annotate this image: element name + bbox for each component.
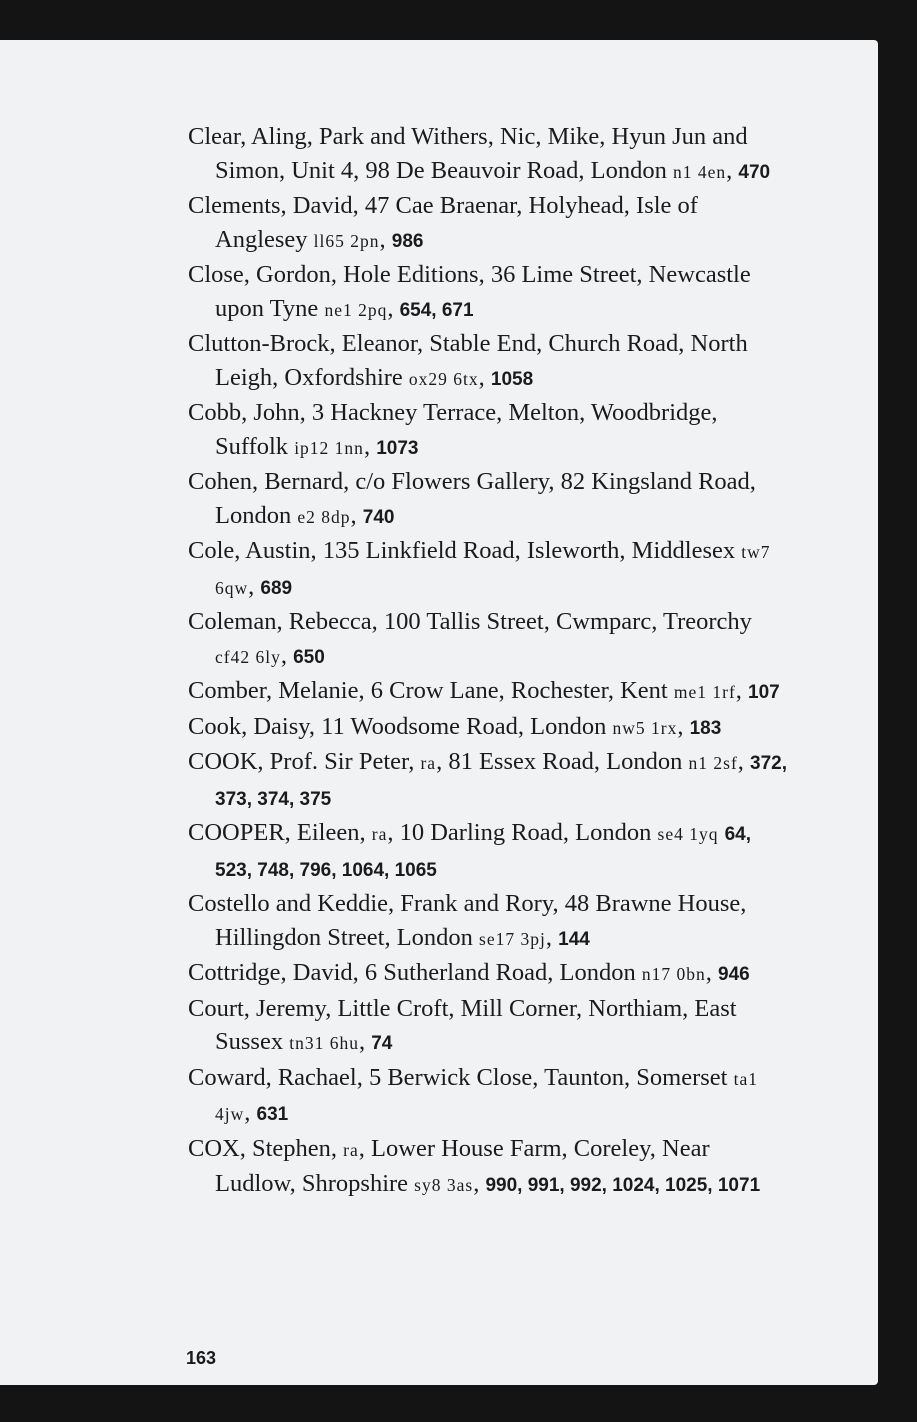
postcode: ip12 1nn	[294, 437, 364, 458]
postcode: ox29 6tx	[408, 368, 479, 389]
index-entry: COOPER, Eileen, ra, 10 Darling Road, London se4 1yq 64, 523, 748, 796, 1064, 1065	[188, 819, 752, 881]
page-refs: 372, 373, 374, 375	[215, 753, 788, 810]
page-refs: 689	[260, 577, 293, 599]
page-refs: 740	[362, 506, 395, 528]
page-number: 163	[186, 1348, 217, 1368]
page-refs: 64, 523, 748, 796, 1064, 1065	[215, 824, 752, 881]
postcode: se4 1yq	[657, 824, 719, 844]
postcode: e2 8dp	[297, 506, 351, 527]
index-entries	[188, 120, 788, 1203]
page-refs: 990, 991, 992, 1024, 1025, 1071	[485, 1175, 761, 1196]
index-entry: Coleman, Rebecca, 100 Tallis Street, Cwmparc, Treorchy cf42 6ly, 650	[188, 608, 752, 669]
page-refs: 74	[371, 1033, 393, 1054]
page-refs: 107	[748, 682, 780, 703]
page-refs: 183	[689, 717, 722, 739]
page-refs: 654, 671	[399, 299, 474, 321]
postcode: sy8 3as	[414, 1175, 474, 1195]
postcode: ne1 2pq	[324, 299, 388, 320]
index-entry: Cottridge, David, 6 Sutherland Road, London n17 0bn, 946	[188, 959, 750, 986]
honorific: ra	[371, 824, 388, 844]
index-entry: Costello and Keddie, Frank and Rory, 48 Brawne House, Hillingdon Street, London se17 3pj, 144	[188, 890, 747, 951]
index-entry: Clutton-Brock, Eleanor, Stable End, Church Road, North Leigh, Oxfordshire ox29 6tx, 1058	[188, 330, 748, 391]
honorific: ra	[343, 1139, 359, 1160]
postcode: cf42 6ly	[215, 646, 281, 667]
postcode: n1 4en	[672, 161, 727, 182]
index-entry: COOK, Prof. Sir Peter, ra, 81 Essex Road, London n1 2sf, 372, 373, 374, 375	[188, 748, 788, 810]
postcode: me1 1rf	[673, 682, 736, 702]
page-refs: 650	[293, 646, 325, 668]
index-entry: Cook, Daisy, 11 Woodsome Road, London nw5 1rx, 183	[188, 712, 722, 740]
index-entry: Comber, Melanie, 6 Crow Lane, Rochester, Kent me1 1rf, 107	[188, 677, 780, 704]
postcode: ta1 4jw	[215, 1068, 758, 1124]
honorific: ra	[420, 753, 437, 773]
page-refs: 986	[391, 230, 424, 252]
postcode: tn31 6hu	[289, 1033, 359, 1053]
postcode: n1 2sf	[688, 753, 738, 773]
page-refs: 470	[738, 161, 771, 183]
postcode: ll65 2pn	[313, 230, 380, 251]
index-entry: Clements, David, 47 Cae Braenar, Holyhead, Isle of Anglesey ll65 2pn, 986	[188, 192, 698, 253]
index-entry: Clear, Aling, Park and Withers, Nic, Mike, Hyun Jun and Simon, Unit 4, 98 De Beauvoir Road, London n1 4en, 470	[188, 123, 771, 184]
page-refs: 1073	[376, 437, 419, 459]
index-entry: Cobb, John, 3 Hackney Terrace, Melton, Woodbridge, Suffolk ip12 1nn, 1073	[188, 399, 718, 460]
postcode: se17 3pj	[479, 928, 546, 949]
index-entry: Cohen, Bernard, c/o Flowers Gallery, 82 Kingsland Road, London e2 8dp, 740	[188, 468, 756, 529]
page-refs: 1058	[490, 368, 534, 390]
postcode: nw5 1rx	[612, 717, 678, 738]
page-refs: 946	[718, 964, 750, 985]
postcode: n17 0bn	[641, 964, 706, 984]
index-entry: Court, Jeremy, Little Croft, Mill Corner, Northiam, East Sussex tn31 6hu, 74	[188, 994, 737, 1055]
book-page	[0, 40, 878, 1385]
index-entry: Cole, Austin, 135 Linkfield Road, Isleworth, Middlesex tw7 6qw, 689	[188, 537, 771, 600]
index-entry: COX, Stephen, ra, Lower House Farm, Coreley, Near Ludlow, Shropshire sy8 3as, 990, 991, 992, 1024, 1025, 1071	[188, 1134, 761, 1197]
postcode: tw7 6qw	[215, 542, 771, 598]
index-entry: Coward, Rachael, 5 Berwick Close, Taunton, Somerset ta1 4jw, 631	[188, 1063, 758, 1126]
index-entry: Close, Gordon, Hole Editions, 36 Lime Street, Newcastle upon Tyne ne1 2pq, 654, 671	[188, 261, 751, 322]
page-refs: 631	[256, 1104, 289, 1125]
page-refs: 144	[558, 928, 590, 950]
